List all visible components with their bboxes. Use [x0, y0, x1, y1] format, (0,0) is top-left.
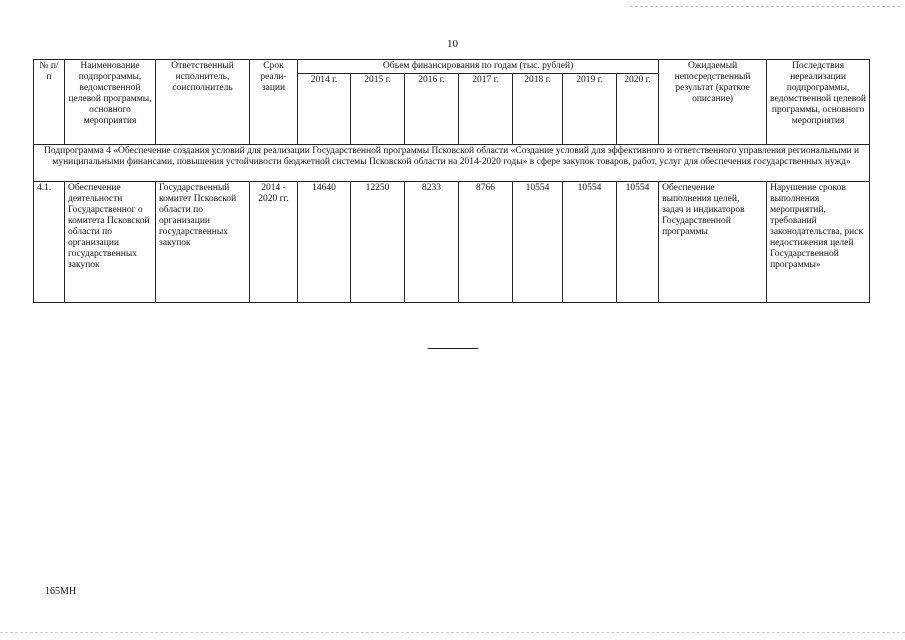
scan-edge-bottom	[0, 632, 905, 633]
header-consequences: Последствия нереализации подпрограммы, ведомственной целевой программы, основного мероприятия	[767, 60, 870, 145]
subprogram-title: Подпрограмма 4 «Обеспечение создания условий для реализации Государственной программы Псковской области «Создание условий для эффективного и ответственного управления региональными и муниципальными финансами, повышения устойчивости бюджетной системы Псковской области на 2014-2020 годы» в сфере закупок товаров, работ, услуг для обеспечения государственных нужд»	[34, 145, 870, 182]
footer-code: 165МН	[45, 586, 77, 597]
row-value-2015: 12250	[351, 182, 405, 303]
header-year-2015: 2015 г.	[351, 74, 405, 145]
header-result: Ожидаемый непосредственный результат (краткое описание)	[659, 60, 767, 145]
subprogram-row	[34, 145, 870, 182]
header-year-2020: 2020 г.	[617, 74, 659, 145]
table-header-row	[34, 60, 870, 74]
scan-edge-top	[630, 6, 900, 7]
header-year-2018: 2018 г.	[513, 74, 563, 145]
header-period: Срок реали- зации	[250, 60, 298, 145]
header-year-2014: 2014 г.	[298, 74, 351, 145]
row-consequences: Нарушение сроков выполнения мероприятий, требований законодательства, риск недостижения целей Государственной программы»	[767, 182, 870, 303]
row-value-2017: 8766	[459, 182, 513, 303]
row-num: 4.1.	[34, 182, 65, 303]
end-divider	[428, 348, 478, 349]
header-num: № п/п	[34, 60, 65, 145]
header-year-2019: 2019 г.	[563, 74, 617, 145]
row-value-2014: 14640	[298, 182, 351, 303]
table-row	[34, 182, 870, 303]
header-year-2017: 2017 г.	[459, 74, 513, 145]
row-value-2016: 8233	[405, 182, 459, 303]
page-number: 10	[447, 38, 458, 50]
header-funding: Объем финансирования по годам (тыс. рублей)	[298, 60, 659, 74]
row-value-2019: 10554	[563, 182, 617, 303]
row-result: Обеспечение выполнения целей, задач и индикаторов Государственной программы	[659, 182, 767, 303]
row-value-2020: 10554	[617, 182, 659, 303]
header-year-2016: 2016 г.	[405, 74, 459, 145]
header-name: Наименование подпрограммы, ведомственной целевой программы, основного мероприятия	[65, 60, 156, 145]
row-name: Обеспечение деятельности Государственног о комитета Псковской области по организации государственных закупок	[65, 182, 156, 303]
header-executor: Ответственный исполнитель, соисполнитель	[156, 60, 250, 145]
program-table	[33, 59, 870, 303]
row-executor: Государственный комитет Псковской области по организации государственных закупок	[156, 182, 250, 303]
row-value-2018: 10554	[513, 182, 563, 303]
row-period: 2014 - 2020 гг.	[250, 182, 298, 303]
